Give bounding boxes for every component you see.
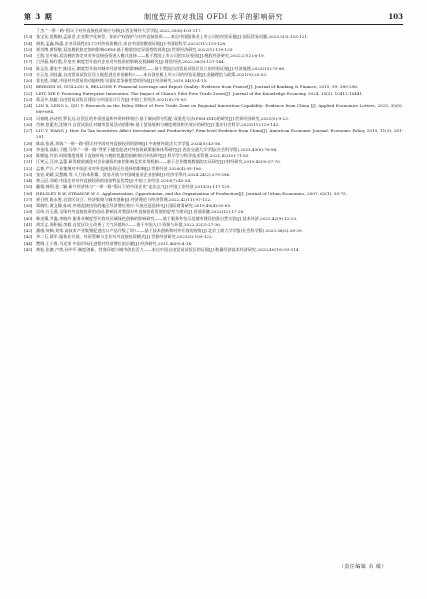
reference-number: [20] [24,78,33,83]
reference-text: 司春晓,孙诗怡,罗长远.自贸区的外资创造和外资转移效应:基于倾向得分匹配-双重差分法(PSM-DID)的研究[J].世界经济研究,2021(5):9-23. [36,115,290,121]
reference-text: 陈正浩,董宏宇,陈国元.制度型开放对城市经济效率的影响研究——基于我国自由贸易试验区设立的经验证据[J].经济地理,2023(10):75-88. [36,65,286,71]
reference-text: 樊纲,王小鲁,马光荣.中国市场化进程对经济增长的贡献[J].经济研究,2011,46(9):4-16. [36,240,193,246]
reference-text: 潘康,何枫,刘荣.高技术产业集聚促进出口产品升级了吗?——基于技术创新和对外开放的视角[J].北京工商大学学报(社会科学版),2023,38(2):28-39. [36,228,303,233]
reference-number: [32] [24,165,33,171]
reference-number: [38] [24,203,33,208]
reference-number: [40] [24,215,33,221]
reference-item [24,247,403,253]
reference-number: [13] [24,34,33,40]
reference-number: [16] [24,53,33,58]
reference-text: 蒋灵多,陆毅.自由贸易试验区建设与中国出口行为[J].中国工业经济,2021(8):75-93. [36,96,188,102]
reference-text: 郑晓红,黄文静,孙成.外商直接投资的地区经济增长效应:开放还是选择?[J].国际商务研究,2019,40(4):55-65. [36,203,232,208]
reference-text: 胡宗义,周积福,李毅.自贸区设立改善了大气环境吗?——基于中国人口·资源与环境,2022,32(2):27-36. [36,221,222,227]
reference-text: 黄松,张旗,卢茜,孙中平.制度创新、营商环境与城市创业活力——来自中国自由贸易试验区的证据[J].数量经济技术经济研究,2023,40(10):93-114. [36,246,300,252]
page-number: 103 [388,12,403,21]
reference-text: 韩光耀,尹鑫,李晓玲.服务业制度型开放对区域绿色创新的影响研究——基于服务外包示范城市建设的准自然实验[J].技术经济,2023,42(9):12-23. [36,215,298,221]
reference-number: [43] [24,234,33,240]
reference-list [24,28,403,253]
reference-number: [22] [24,90,33,96]
reference-text: 戴翔,韩剑,金二颖.新兴经济体与“一带一路”倡议下的中国企业“走出去”[J].中国工业经济,2015(3):117-129. [36,184,231,190]
reference-text: 张宏,胡斌,吴慧梅,等.人力资本积累、贸易开放与中国制造业企业创新[J].经济学季刊,2024,24(2):379-394. [36,171,231,177]
reference-text: 吕洪燕,杨红霞,乔金杰.制度型开放对企业对外投资的影响及机制研究[J].财贸经济,2022,36(9):137-144. [36,59,225,65]
reference-number: [15] [24,46,33,52]
reference-text: 姜长胜,刘斌.中国对外贸易的动能转换与国际竞争新优势的形成[J].经济研究,2019,54(5):4-15. [36,78,208,83]
reference-number: [36] [24,190,33,196]
reference-number: [17] [24,59,33,65]
journal-issue: 第 3 期 [24,12,53,21]
running-title: 制度型开放对我国 OFDI 水平的影响研究 [144,13,283,21]
reference-number: [37] [24,196,33,202]
reference-text: 张宝友,范梅娟,孟丽君.企业数字化转型、知识产权保护与对外直接投资——来自中国服务业上市公司的经验证据[J].国际贸易问题,2023,5(3):103-121. [36,34,309,40]
reference-number: [24] [24,103,33,108]
reference-text: 崔肖博,黄智敏.双边税收协定如何影响OFDI:基于税收协定异质性的视角[J].世界经济研究,2022(1):119-133. [36,46,234,52]
reference-text: 王凯,岳中刚.双边税收协定对对外直接投资进入模式选择——基于我国上市公司的实证检验[J].税收经济研究,2022,27(2):8-19. [36,53,265,58]
reference-number: [26] [24,121,33,127]
reference-number: [25] [24,115,33,121]
reference-number: [41] [24,221,33,227]
reference-number: [19] [24,71,33,77]
reference-text: 肖林,常素杰,沈锦丹.自贸试验区对城市贸易活动的影响:基于贸易规则与制度规则相关效应的研究[J].重庆社会科学,2023(11):129-143. [36,121,280,127]
reference-number: [29] [24,146,33,152]
reference-text: 陈朝旭,许治.时间维度视角下直接补贴与税收优惠的创新效应评估研究[J].科学学与科学技术管理,2021,42(10):71-83. [36,153,250,158]
reference-number: [33] [24,171,33,177]
reference-text: 江笑云,汪冲,孟蕾.研发税收减免对企业融资约束的影响及其作用机制——基于企业微观数据的实证研究[J].财经研究,2019,45(9):57-70. [36,159,282,165]
reference-number: [39] [24,209,33,215]
reference-number: [14] [24,40,33,46]
reference-number: [34] [24,178,33,183]
reference-number: [23] [24,96,33,102]
reference-text: 孟寒,严兵.产业集聚对中国企业对外直接投资区位选择的影响[J].世界经济,2020(4):95-106. [36,165,203,171]
reference-text: 黄云辰,刘萌.中国企业对外直接投资的国家特征优势[J].中国工业经济,2010(7):45-54. [36,178,192,183]
reference-number: [35] [24,184,33,190]
reference-number: [30] [24,153,33,158]
reference-number: [42] [24,228,33,233]
reference-text: 陈高,张燕,刘瑞.“一带一路”倡议对中国对外直接投资的影响[J].中南财经政法大学学报,2024(5):43-56. [36,140,222,146]
reference-text: 崔日明,陈永胜.自贸区设立、经济集聚与城市创新[J].经济理论与经济管理,2022,42(11):97-112. [36,196,212,202]
running-header [24,10,403,25]
reference-number: [28] [24,140,33,146]
editor-note: （责任编辑 余 敏） [338,564,387,570]
reference-text: LIU Y, WANG J. How Do Tax Incentives Affect Investment and Productivity? Firm-level Evidence from China[J]. American Economic Journal: Economic Policy, 2019, 11(3): 261-291. [36,128,403,140]
reference-text: 齐二石,薛军.服务业开放、外资管制与企业对外直接投资模式[J].世界经济研究,2022(3):109-122. [36,234,213,240]
reference-number: [31] [24,159,33,165]
reference-item [24,103,403,116]
reference-text: 胡狄,孟鑫,杨惠.企业异质性出口与对外投资模式:来自中国的微观证据[J].中国软科学,2022(11):119-128. [36,40,227,46]
reference-text: 丁杰.“一带一路”倡议下对外直接投资效应分析[J].西安财经大学学报,2022,35(6):103-117. [36,28,202,33]
reference-text: HELSLEY R W, STRANGE W C. Agglomeration, Opportunism, and the Organization of Production[J]. Journal of Urban Economics, 2007, 62(1): 55-75. [36,190,347,196]
reference-text: 李金雨,高阳,于健,马华.“一带一路”背景下捷克促进对外投资政策服务体系研究[J].西安交通大学学报(社会科学版),2023,43(6):78-94. [36,146,278,152]
reference-number: [44] [24,240,33,246]
reference-text: 方云龙,刘佳鑫.自由贸易试验区设立能促进企业创新吗?——来自创业板上市公司的经验证据[J].金融理论与政策,2021(9):25-33. [36,71,268,77]
reference-item [24,128,403,141]
reference-text: LEIT, XIE P. Fostering Enterprise Innovation: The Impact of China’s Pilot Free Trade Zones[J]. Journal of the Knowledge Economy, 2024, 15(3): 10412-10441. [36,90,364,96]
reference-number: [45] [24,246,33,252]
reference-text: BERNINI M, GUILLOU S, BELLONE F. Financial Leverage and Export Quality: Evidence from France[J]. Journal of Banking & Finance, 2015, 59: 280-296. [36,84,359,90]
reference-number: [27] [24,128,33,133]
reference-number: [18] [24,65,33,71]
reference-number: [21] [24,84,33,90]
reference-text: 吴伟,白玉燕.全球对外直接投资的动因:影响及对我国对外直接投资发展的思考与建议[J].西部金融,2023(12):17-28. [36,209,245,215]
reference-text: LIN X, LENG L, QIU Y. Research on the Policy Effect of Free Trade Zone on Regional Innovation Capability: Evidence from China [J]. Applied Economics Letters, 2023, 30(5): 689-694. [36,103,403,115]
